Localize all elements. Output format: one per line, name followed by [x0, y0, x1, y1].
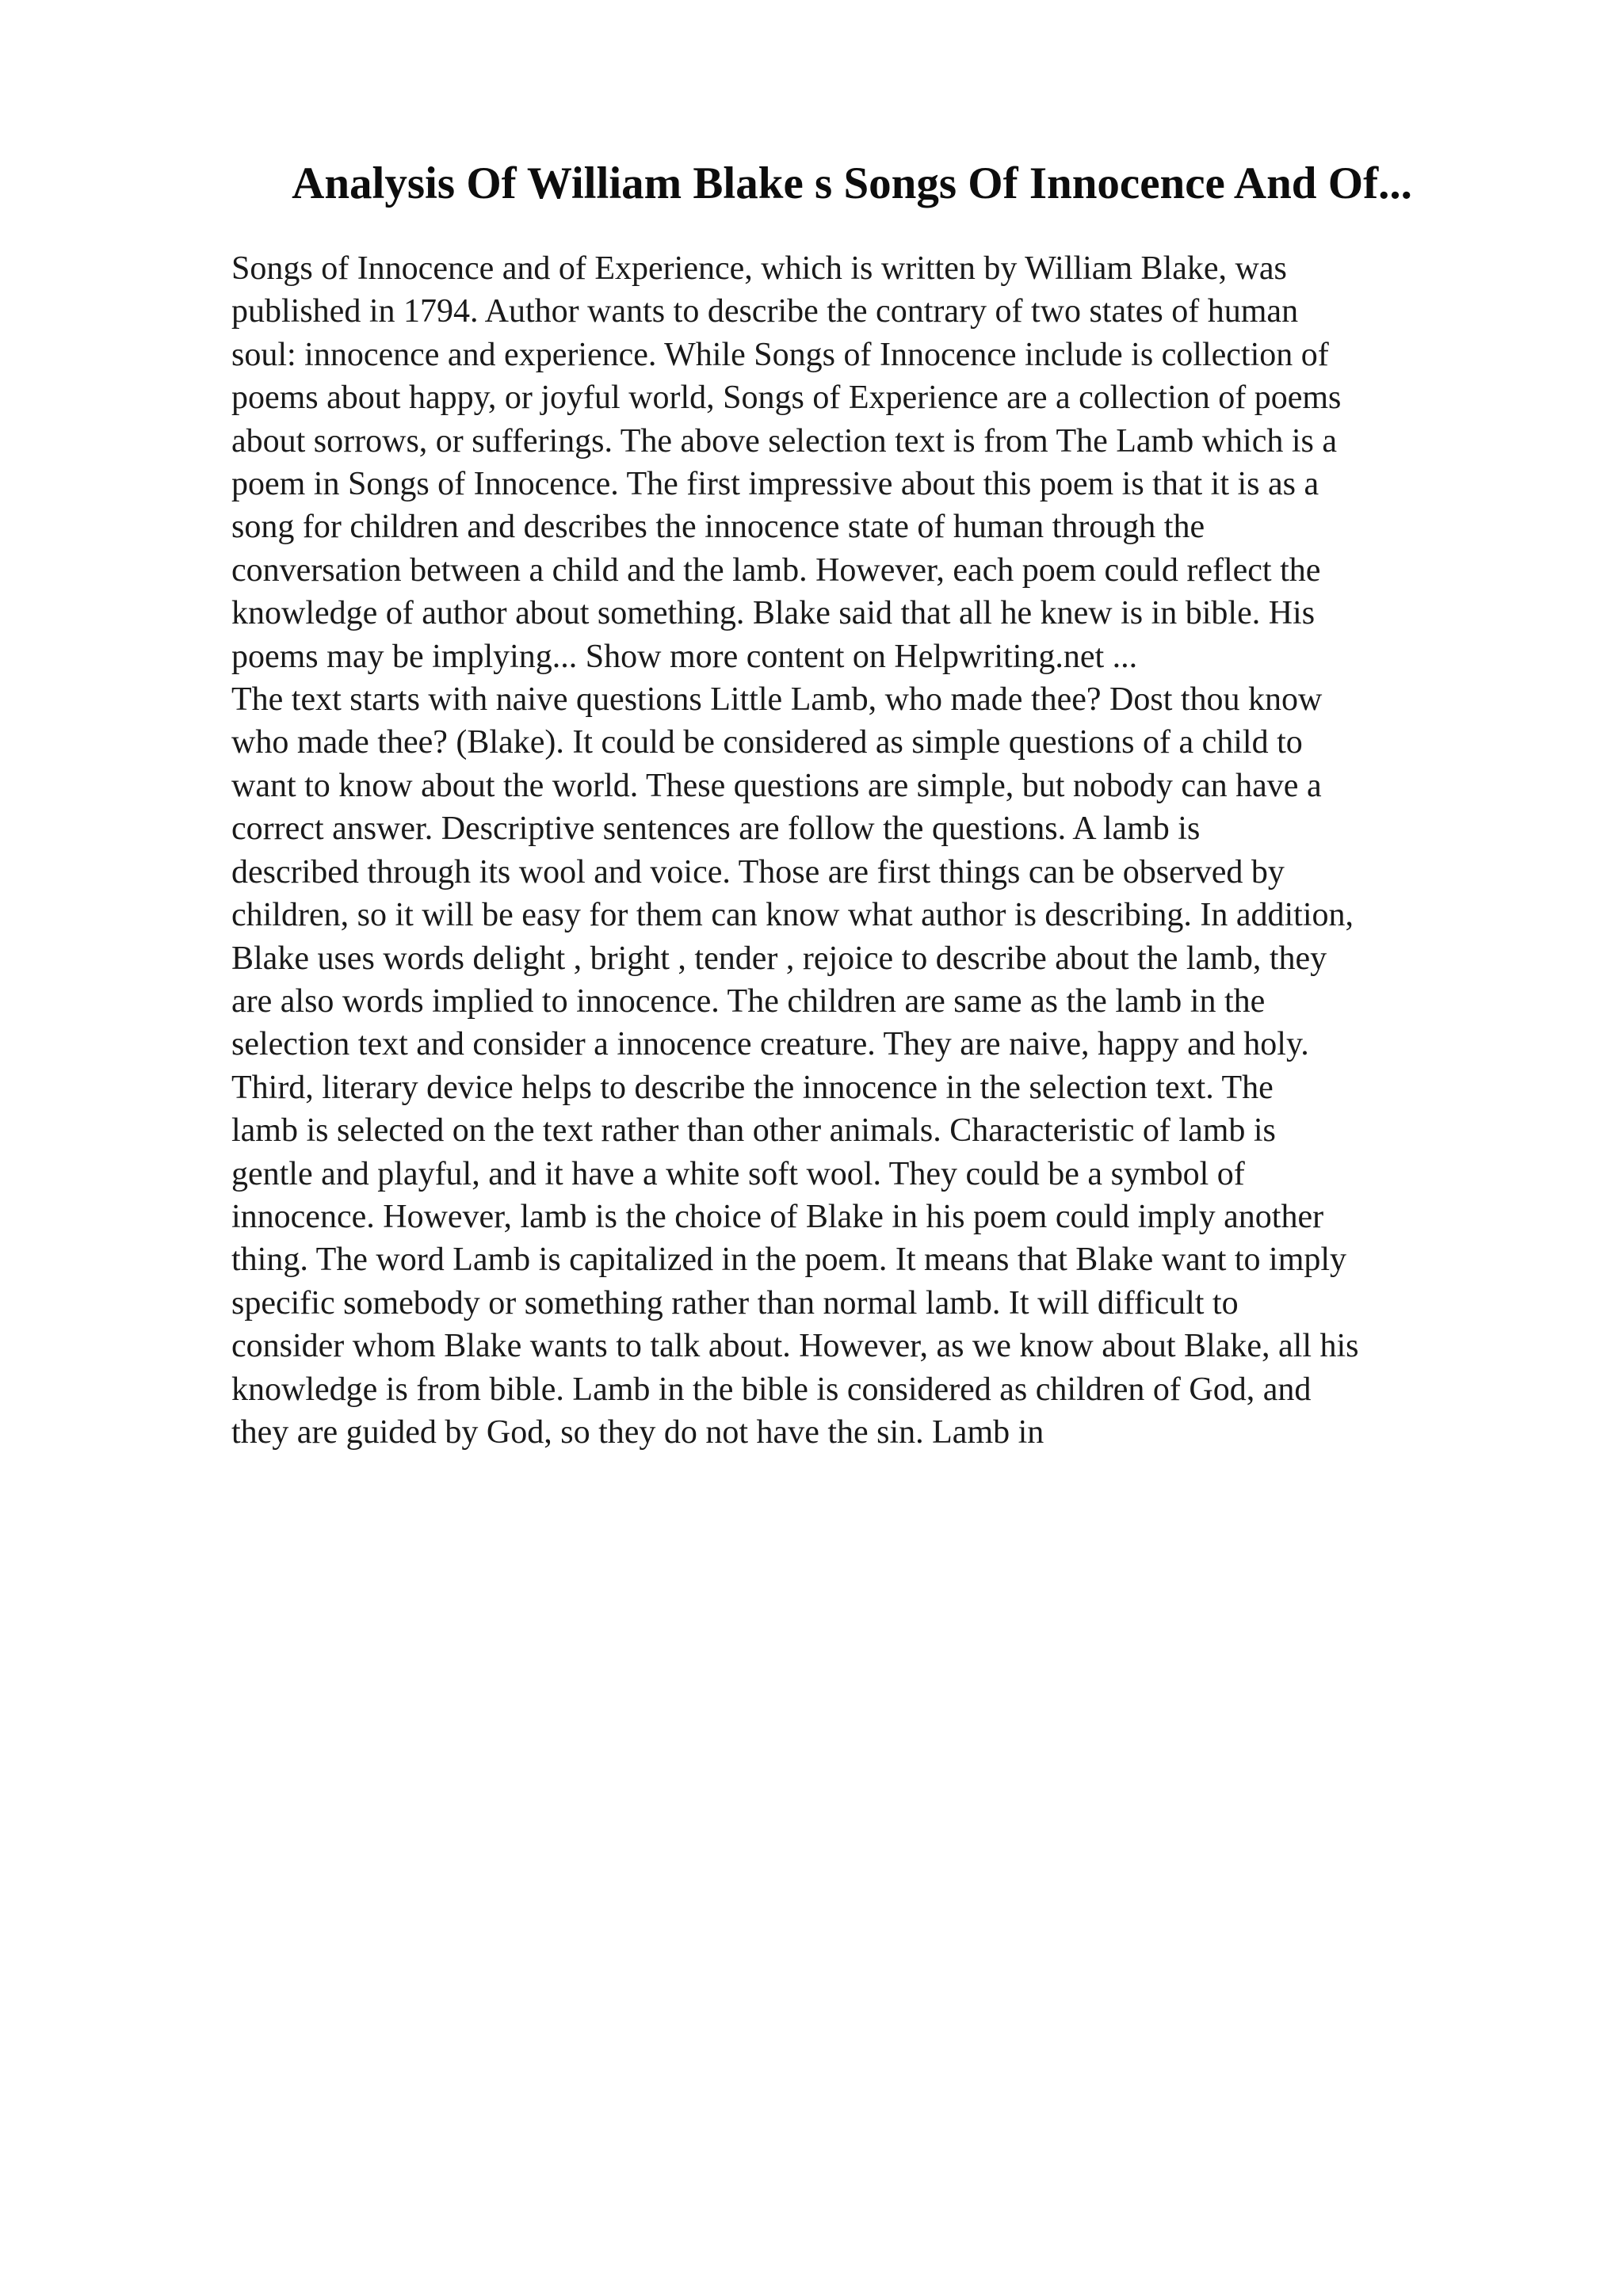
body-line: thing. The word Lamb is capitalized in the poem. It means that Blake want to imply: [231, 1241, 1347, 1279]
body-line: poems may be implying... Show more content on Helpwriting.net ...: [231, 638, 1138, 675]
body-line: are also words implied to innocence. The children are same as the lamb in the: [231, 982, 1266, 1020]
document-body: [231, 247, 1515, 1454]
document-title: Analysis Of William Blake s Songs Of Innocence And Of...: [292, 158, 1412, 208]
body-line: lamb is selected on the text rather than other animals. Characteristic of lamb is: [231, 1112, 1276, 1150]
body-line: song for children and describes the innocence state of human through the: [231, 509, 1205, 546]
body-line: knowledge of author about something. Blake said that all he knew is in bible. His: [231, 595, 1316, 632]
body-line: who made thee? (Blake). It could be considered as simple questions of a child to: [231, 724, 1303, 761]
body-line: innocence. However, lamb is the choice of Blake in his poem could imply another: [231, 1198, 1324, 1235]
body-line: gentle and playful, and it have a white soft wool. They could be a symbol of: [231, 1155, 1245, 1192]
body-line: soul: innocence and experience. While Songs of Innocence include is collection of: [231, 336, 1329, 373]
body-line: Songs of Innocence and of Experience, which is written by William Blake, was: [231, 250, 1287, 287]
body-line: described through its wool and voice. Those are first things can be observed by: [231, 853, 1285, 891]
body-line: poems about happy, or joyful world, Songs of Experience are a collection of poems: [231, 379, 1342, 417]
body-line: want to know about the world. These questions are simple, but nobody can have a: [231, 767, 1322, 804]
body-line: conversation between a child and the lamb. However, each poem could reflect the: [231, 551, 1321, 589]
body-line: about sorrows, or sufferings. The above selection text is from The Lamb which is a: [231, 422, 1338, 460]
body-line: Blake uses words delight , bright , tender , rejoice to describe about the lamb, they: [231, 940, 1327, 977]
body-line: poem in Songs of Innocence. The first impressive about this poem is that it is as a: [231, 466, 1319, 503]
body-line: specific somebody or something rather than normal lamb. It will difficult to: [231, 1284, 1239, 1322]
body-line: correct answer. Descriptive sentences are follow the questions. A lamb is: [231, 810, 1201, 848]
body-line: knowledge is from bible. Lamb in the bible is considered as children of God, and: [231, 1371, 1312, 1408]
body-line: published in 1794. Author wants to describe the contrary of two states of human: [231, 293, 1299, 330]
body-line: selection text and consider a innocence creature. They are naive, happy and holy.: [231, 1026, 1309, 1063]
body-line: Third, literary device helps to describe the innocence in the selection text. The: [231, 1069, 1274, 1106]
body-line: The text starts with naive questions Little Lamb, who made thee? Dost thou know: [231, 681, 1323, 719]
body-line: children, so it will be easy for them can know what author is describing. In addition,: [231, 897, 1354, 934]
body-line: they are guided by God, so they do not have the sin. Lamb in: [231, 1413, 1044, 1451]
body-line: consider whom Blake wants to talk about. However, as we know about Blake, all his: [231, 1328, 1359, 1365]
